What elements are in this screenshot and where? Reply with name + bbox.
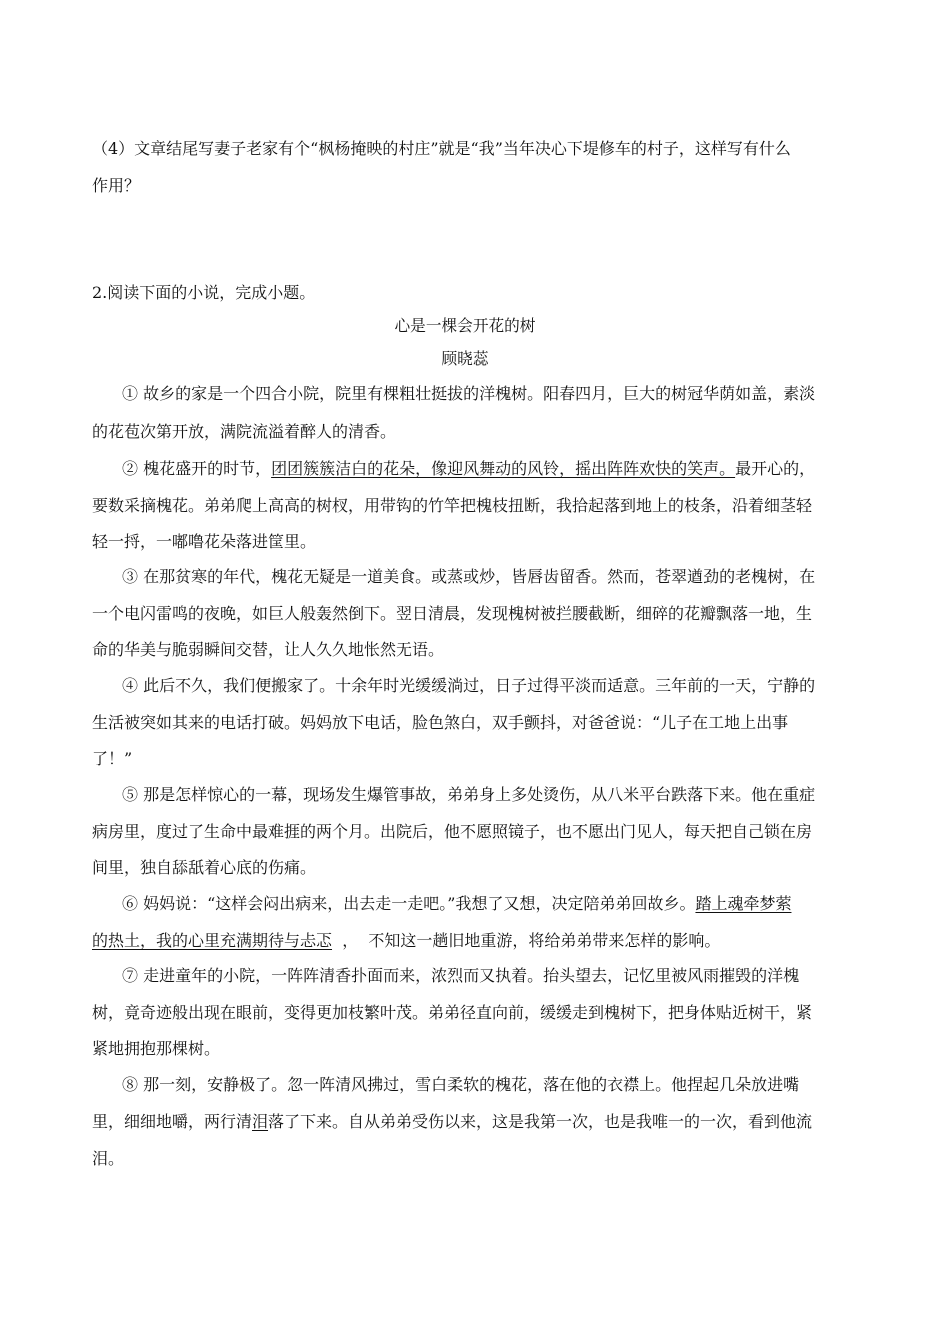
paragraph-7-line-2: 树，竟奇迹般出现在眼前，变得更加枝繁叶茂。弟弟径直向前，缓缓走到槐树下，把身体贴近树干，紧 [92, 1003, 813, 1022]
paragraph-8-text: 里，细细地嚼，两行清 [92, 1112, 253, 1131]
question-4-line-1: （4）文章结尾写妻子老家有个“枫杨掩映的村庄”就是“我”当年决心下堤修车的村子，这样写有什么 [92, 139, 791, 158]
underlined-sentence: 踏上魂牵梦萦 [695, 894, 792, 913]
paragraph-2-text: ② 槐花盛开的时节， [122, 459, 272, 478]
paragraph-5-line-3: 间里，独自舔舐着心底的伤痛。 [92, 858, 317, 877]
paragraph-3-line-1: ③ 在那贫寒的年代，槐花无疑是一道美食。或蒸或炒，皆唇齿留香。然而，苍翠遒劲的老槐树，在 [122, 567, 816, 586]
underlined-character: 泪 [252, 1112, 269, 1131]
paragraph-5-line-2: 病房里，度过了生命中最难捱的两个月。出院后，他不愿照镜子，也不愿出门见人，每天把自己锁在房 [92, 822, 813, 841]
paragraph-5-line-1: ⑤ 那是怎样惊心的一幕，现场发生爆管事故，弟弟身上多处烫伤，从八米平台跌落下来。他在重症 [122, 785, 816, 804]
question-4-line-2: 作用？ [92, 176, 141, 195]
underlined-sentence: 的热土，我的心里充满期待与忐忑 [92, 931, 333, 950]
paragraph-4-line-3: 了！” [92, 749, 133, 768]
paragraph-2-line-1 [122, 459, 815, 479]
paragraph-8-line-1: ⑧ 那一刻，安静极了。忽一阵清风拂过，雪白柔软的槐花，落在他的衣襟上。他捏起几朵放进嘴 [122, 1075, 800, 1094]
paragraph-8-line-3: 泪。 [92, 1149, 125, 1168]
paragraph-2-line-3: 轻一捋，一嘟噜花朵落进筐里。 [92, 532, 317, 551]
paragraph-1-line-1: ① 故乡的家是一个四合小院，院里有棵粗壮挺拔的洋槐树。阳春四月，巨大的树冠华荫如盖，素淡 [122, 384, 816, 403]
paragraph-1-line-2: 的花苞次第开放，满院流溢着醉人的清香。 [92, 422, 397, 441]
paragraph-6-line-2 [92, 931, 720, 951]
paragraph-7-line-3: 紧地拥抱那棵树。 [92, 1039, 221, 1058]
paragraph-8-text: 落了下来。自从弟弟受伤以来，这是我第一次，也是我唯一的一次，看到他流 [268, 1112, 813, 1131]
story-author: 顾晓蕊 [441, 349, 489, 368]
paragraph-3-line-2: 一个电闪雷鸣的夜晚，如巨人般轰然倒下。翌日清晨，发现槐树被拦腰截断，细碎的花瓣飘落一地，生 [92, 604, 813, 623]
underlined-sentence: 团团簇簇洁白的花朵，像迎风舞动的风铃，摇出阵阵欢快的笑声。 [271, 459, 736, 478]
story-title: 心是一棵会开花的树 [394, 316, 536, 335]
paragraph-6-text: ⑥ 妈妈说：“这样会闷出病来，出去走一走吧。”我想了又想，决定陪弟弟回故乡。 [122, 894, 696, 913]
paragraph-2-line-2: 要数采摘槐花。弟弟爬上高高的树杈，用带钩的竹竿把槐枝扭断，我拾起落到地上的枝条，沿着细茎轻 [92, 496, 813, 515]
paragraph-6-line-1 [122, 894, 791, 914]
paragraph-4-line-2: 生活被突如其来的电话打破。妈妈放下电话，脸色煞白，双手颤抖，对爸爸说：“儿子在工地上出事 [92, 713, 789, 732]
paragraph-7-line-1: ⑦ 走进童年的小院，一阵阵清香扑面而来，浓烈而又执着。抬头望去，记忆里被风雨摧毁的洋槐 [122, 966, 800, 985]
paragraph-8-line-2 [92, 1112, 812, 1132]
paragraph-2-text: 最开心的， [735, 459, 816, 478]
question-2-instruction: 2.阅读下面的小说，完成小题。 [92, 283, 316, 302]
paragraph-6-text: ， 不知这一趟旧地重游，将给弟弟带来怎样的影响。 [332, 931, 721, 950]
paragraph-4-line-1: ④ 此后不久，我们便搬家了。十余年时光缓缓淌过，日子过得平淡而适意。三年前的一天，宁静的 [122, 676, 816, 695]
paragraph-3-line-3: 命的华美与脆弱瞬间交替，让人久久地怅然无语。 [92, 640, 445, 659]
